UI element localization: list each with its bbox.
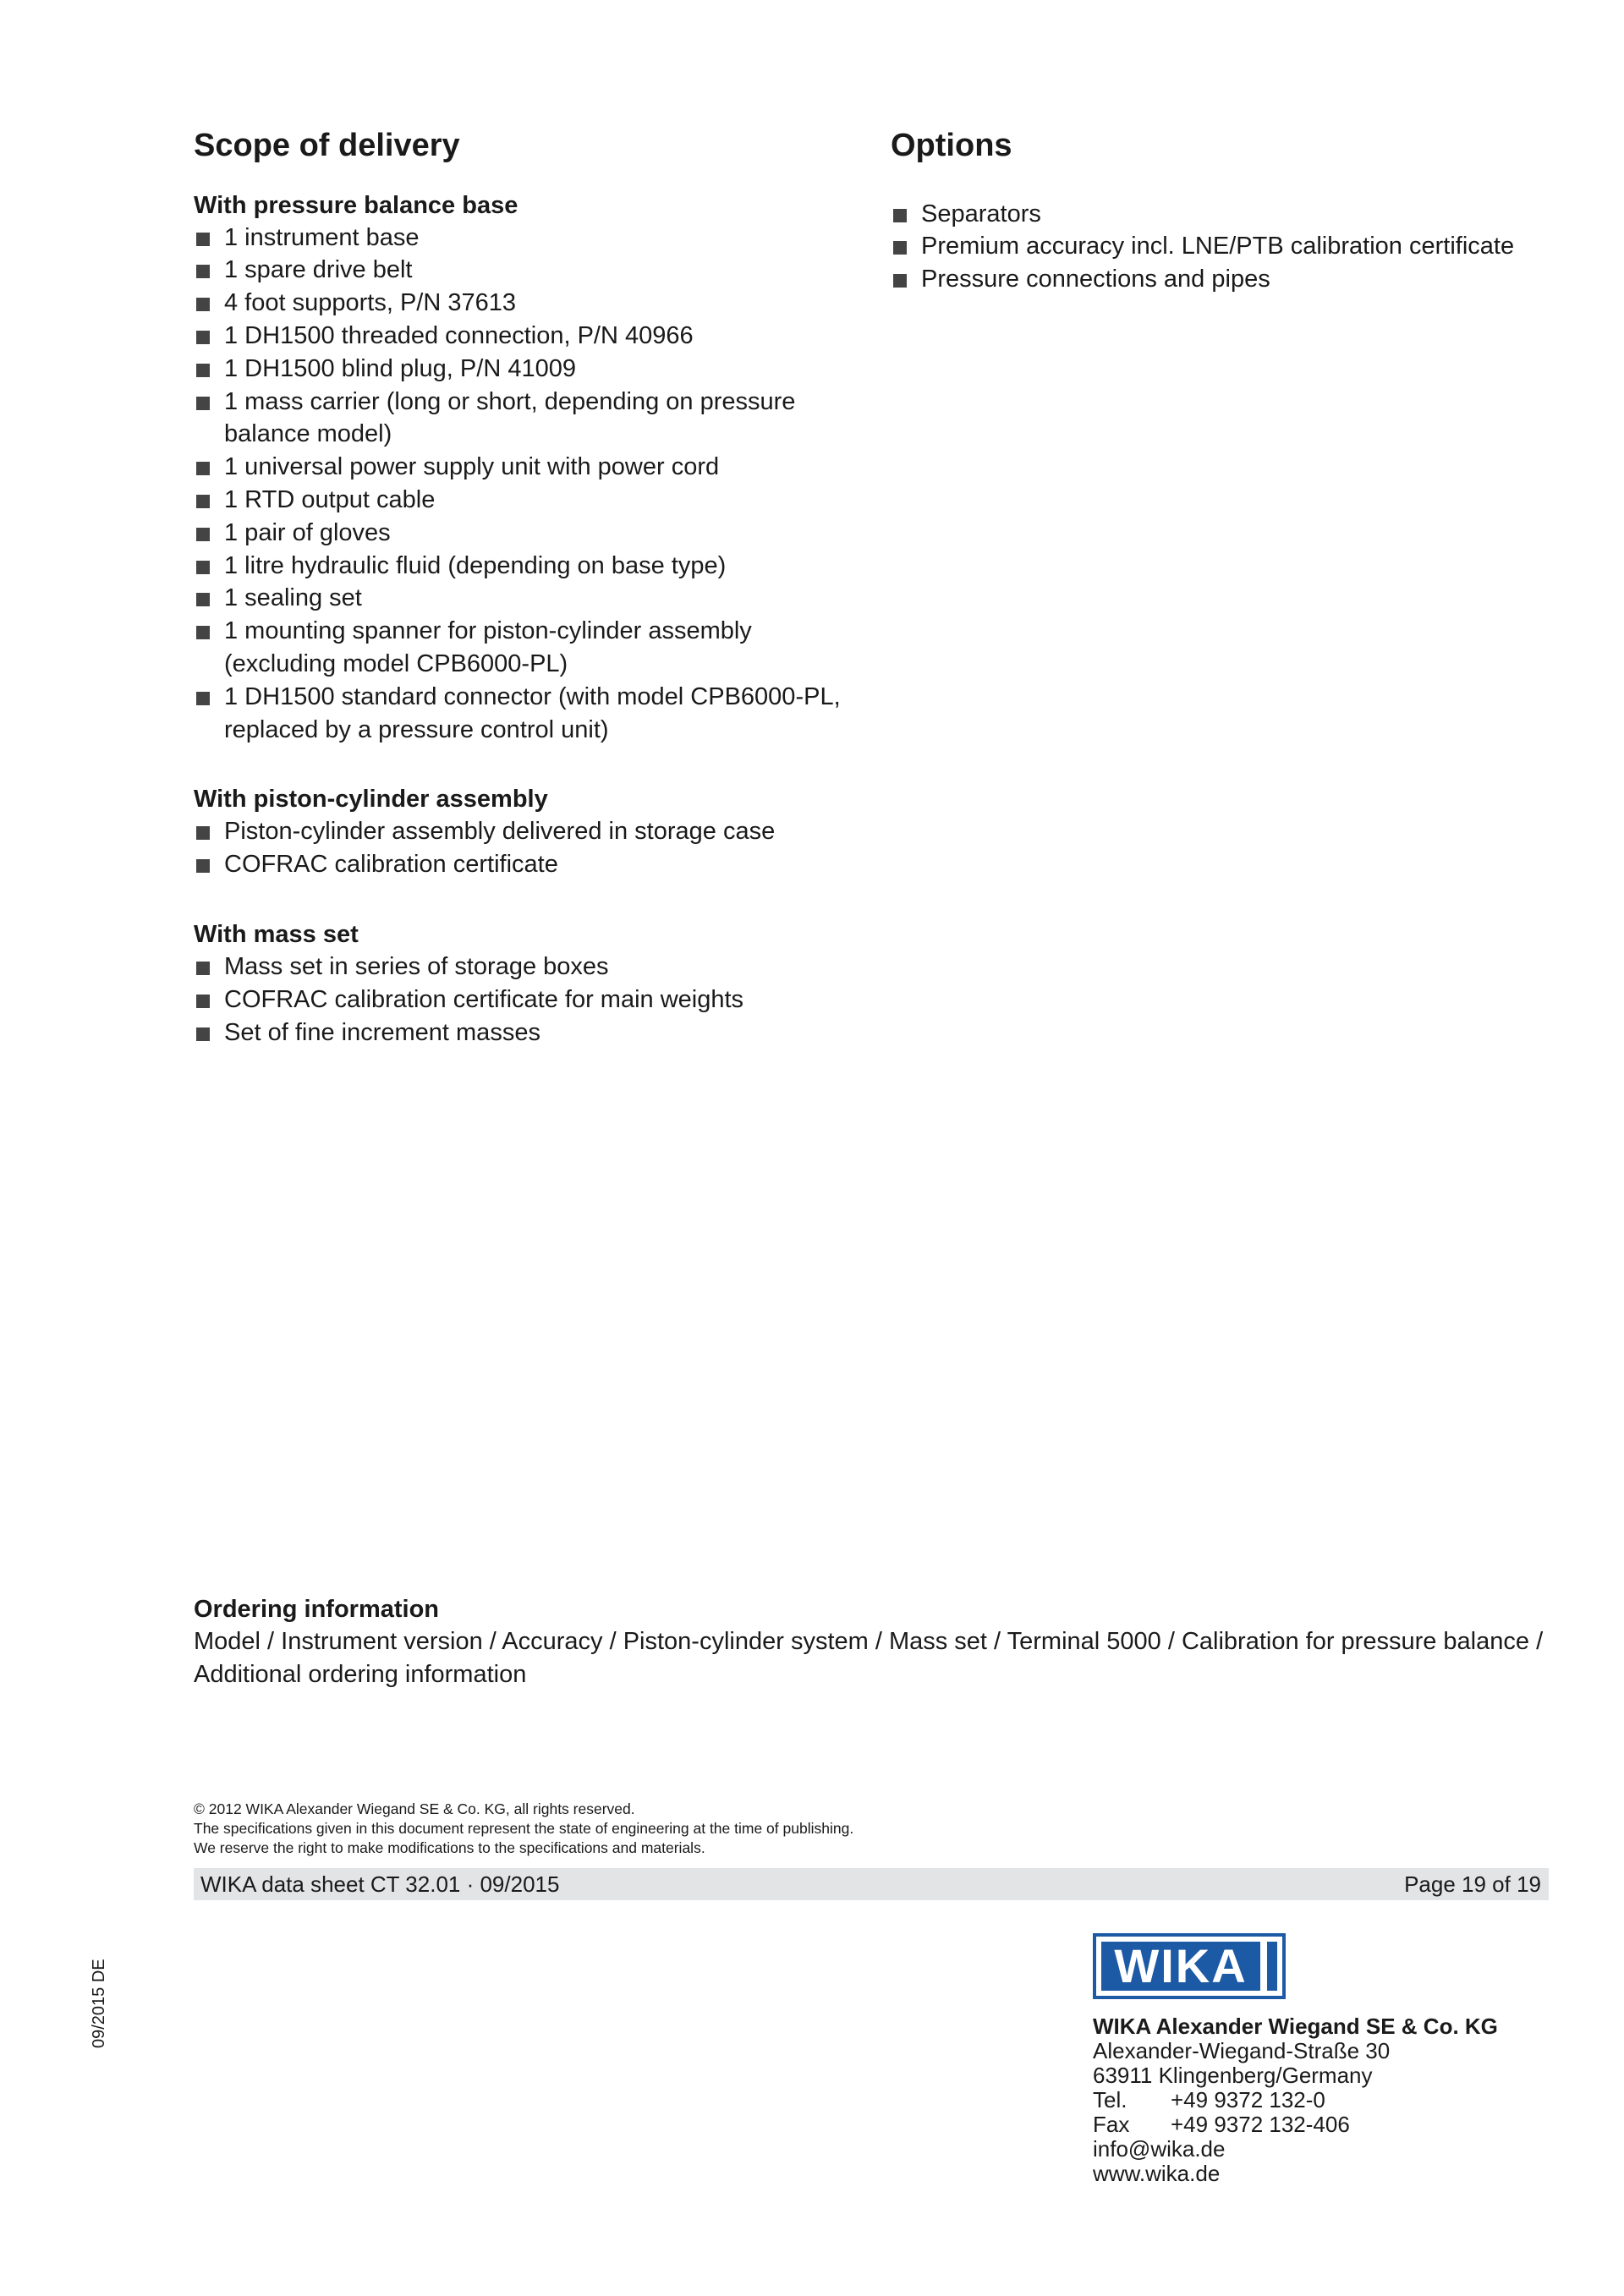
fax-number: +49 9372 132-406 — [1171, 2112, 1350, 2137]
tel-label: Tel. — [1093, 2087, 1127, 2112]
list-item: Pressure connections and pipes — [891, 263, 1567, 296]
list-item: 1 DH1500 standard connector (with model CPB6000-PL, replaced by a pressure control unit) — [194, 681, 870, 747]
scope-title: Scope of delivery — [194, 128, 460, 163]
datasheet-reference: WIKA data sheet CT 32.01 · 09/2015 — [200, 1871, 560, 1897]
list-item: 1 RTD output cable — [194, 484, 870, 517]
list-item: 1 instrument base — [194, 222, 870, 255]
page-number: Page 19 of 19 — [1404, 1871, 1541, 1897]
ordering-text: Model / Instrument version / Accuracy / Piston-cylinder system / Mass set / Terminal 5000 / Calibration for pressure balance / Additional ordering information — [194, 1628, 1544, 1688]
list-item: Mass set in series of storage boxes — [194, 951, 870, 984]
section-heading: With pressure balance base — [194, 191, 518, 219]
side-date-code: 09/2015 DE — [90, 1959, 108, 2048]
list-item: 4 foot supports, P/N 37613 — [194, 287, 870, 320]
list-item: Set of fine increment masses — [194, 1016, 870, 1049]
list-item: COFRAC calibration certificate — [194, 848, 870, 881]
section-heading: With piston-cylinder assembly — [194, 786, 548, 814]
modification-line: We reserve the right to make modifications to the specifications and materials. — [194, 1839, 705, 1856]
street: Alexander-Wiegand-Straße 30 — [1093, 2038, 1391, 2063]
ordering-title: Ordering information — [194, 1596, 439, 1623]
list-item: Separators — [891, 198, 1567, 231]
ordering-information — [194, 1593, 1564, 1691]
item-list — [194, 222, 870, 747]
copyright-line: © 2012 WIKA Alexander Wiegand SE & Co. KG, all rights reserved. — [194, 1800, 635, 1817]
list-item: 1 spare drive belt — [194, 254, 870, 287]
company-name: WIKA Alexander Wiegand SE & Co. KG — [1093, 2014, 1498, 2039]
city: 63911 Klingenberg/Germany — [1093, 2063, 1373, 2088]
list-item: 1 DH1500 blind plug, P/N 41009 — [194, 353, 870, 386]
website-link[interactable]: www.wika.de — [1093, 2161, 1221, 2186]
scope-of-delivery-column — [194, 127, 870, 1086]
list-item: 1 pair of gloves — [194, 517, 870, 550]
section-pressure-balance-base — [194, 189, 870, 747]
fax-label: Fax — [1093, 2112, 1130, 2137]
list-item: Premium accuracy incl. LNE/PTB calibration certificate — [891, 230, 1567, 263]
specification-line: The specifications given in this document represent the state of engineering at the time of publishing. — [194, 1820, 854, 1837]
footer-bar — [194, 1868, 1549, 1900]
list-item: 1 mounting spanner for piston-cylinder assembly (excluding model CPB6000-PL) — [194, 615, 870, 681]
list-item: 1 universal power supply unit with power cord — [194, 451, 870, 484]
logo-text: WIKA — [1114, 1939, 1248, 1992]
section-piston-cylinder — [194, 783, 870, 881]
list-item: COFRAC calibration certificate for main weights — [194, 984, 870, 1016]
legal-notice — [194, 1800, 1209, 1858]
list-item: 1 litre hydraulic fluid (depending on base type) — [194, 550, 870, 583]
section-heading: With mass set — [194, 920, 359, 948]
options-title: Options — [891, 128, 1012, 163]
list-item: 1 DH1500 threaded connection, P/N 40966 — [194, 320, 870, 353]
list-item: 1 sealing set — [194, 582, 870, 615]
email-link[interactable]: info@wika.de — [1093, 2136, 1226, 2162]
list-item: 1 mass carrier (long or short, depending on pressure balance model) — [194, 386, 870, 452]
wika-logo — [1093, 1933, 1286, 1999]
options-column — [891, 127, 1567, 296]
fax-row — [1093, 2112, 1498, 2137]
options-list — [891, 198, 1567, 296]
item-list — [194, 951, 870, 1049]
list-item: Piston-cylinder assembly delivered in storage case — [194, 815, 870, 848]
section-mass-set — [194, 918, 870, 1049]
tel-row — [1093, 2088, 1498, 2112]
company-address — [1093, 2014, 1498, 2186]
item-list — [194, 815, 870, 881]
tel-number: +49 9372 132-0 — [1171, 2087, 1325, 2112]
